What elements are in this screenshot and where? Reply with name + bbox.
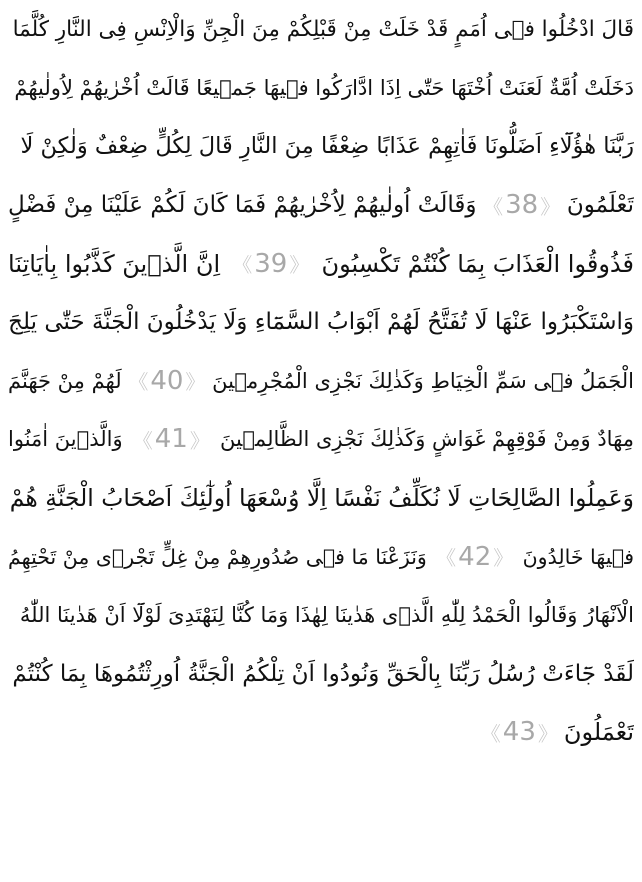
text-line <box>8 527 634 586</box>
verse-number: 43 <box>502 717 536 748</box>
verse-text-segment: تَعْلَمُونَ <box>566 192 634 219</box>
verse-marker-close-ornament: 》 <box>189 428 210 453</box>
verse-number-marker <box>483 190 560 220</box>
text-line <box>8 293 634 352</box>
verse-text-segment: لَهُمْ مِنْ جَهَنَّمَ <box>8 368 122 393</box>
verse-text-segment: لَقَدْ جَٓاءَتْ رُسُلُ رَبِّنَا بِالْحَقِّ وَنُودُوا اَنْ تِلْكُمُ الْجَنَّةُ اُورِثْتُمُوهَا بِمَا كُنْتُمْ <box>12 660 634 687</box>
text-line <box>8 703 634 762</box>
verse-number: 42 <box>458 541 492 572</box>
verse-number: 41 <box>154 424 188 455</box>
text-line <box>8 645 634 704</box>
verse-marker-close-ornament: 》 <box>493 546 514 571</box>
verse-text-segment: فٖيهَا خَالِدُونَ <box>522 544 634 569</box>
verse-number-marker <box>436 542 513 572</box>
verse-number: 38 <box>505 190 539 221</box>
verse-text-segment: وَنَزَعْنَا مَا فٖى صُدُورِهِمْ مِنْ غِلٍّ تَجْرٖى مِنْ تَحْتِهِمُ <box>8 544 427 569</box>
text-line <box>8 469 634 528</box>
verse-text-segment: وَاسْتَكْبَرُوا عَنْهَا لَا تُفَتَّحُ لَهُمْ اَبْوَابُ السَّمَٓاءِ وَلَا يَدْخُلُونَ الْجَنَّةَ حَتّٰى يَلِجَ <box>8 309 634 336</box>
verse-marker-open-ornament: 《 <box>128 370 149 395</box>
verse-number: 40 <box>150 365 184 396</box>
text-line <box>8 117 634 176</box>
verse-text-segment: تَعْمَلُونَ <box>563 718 634 747</box>
verse-text-segment: وَقَالَتْ اُولٰيهُمْ لِاُخْرٰيهُمْ فَمَا كَانَ لَكُمْ عَلَيْنَا مِنْ فَضْلٍ <box>8 192 477 219</box>
verse-marker-close-ornament: 》 <box>540 194 561 219</box>
verse-marker-open-ornament: 《 <box>132 428 153 453</box>
text-line <box>8 0 634 59</box>
verse-marker-open-ornament: 《 <box>436 546 457 571</box>
text-line <box>8 176 634 235</box>
verse-number: 39 <box>254 248 288 279</box>
verse-marker-open-ornament: 《 <box>232 253 253 278</box>
verse-number-marker <box>481 717 558 747</box>
verse-text-segment: فَذُوقُوا الْعَذَابَ بِمَا كُنْتُمْ تَكْسِبُونَ <box>321 249 634 278</box>
verse-text-segment: مِهَادٌ وَمِنْ فَوْقِهِمْ غَوَاشٍ وَكَذٰلِكَ نَجْزِى الظَّالِمٖينَ <box>220 427 634 452</box>
verse-marker-open-ornament: 《 <box>483 194 504 219</box>
verse-text-segment: قَالَ ادْخُلُوا فٖى اُمَمٍ قَدْ خَلَتْ مِنْ قَبْلِكُمْ مِنَ الْجِنِّ وَالْاِنْسِ فِى النَّارِ كُلَّمَا <box>12 16 634 42</box>
text-line <box>8 234 634 293</box>
verse-text-segment: الْاَنْهَارُ وَقَالُوا الْحَمْدُ لِلّٰهِ الَّذٖى هَدٰينَا لِهٰذَا وَمَا كُنَّا لِنَهْتَدِىَ لَوْلَٓا اَنْ هَدٰينَا اللّٰهُ <box>19 603 634 628</box>
verse-number-marker <box>128 366 205 396</box>
text-line <box>8 410 634 469</box>
text-line <box>8 586 634 645</box>
verse-marker-close-ornament: 》 <box>537 721 558 746</box>
verse-marker-close-ornament: 》 <box>185 370 206 395</box>
verse-number-marker <box>232 249 309 279</box>
text-line <box>8 352 634 411</box>
verse-text-segment: الْجَمَلُ فٖى سَمِّ الْخِيَاطِ وَكَذٰلِكَ نَجْزِى الْمُجْرِمٖينَ <box>212 368 634 393</box>
verse-text-segment: دَخَلَتْ اُمَّةٌ لَعَنَتْ اُخْتَهَا حَتّٰى اِذَا ادَّارَكُوا فٖيهَا جَمٖيعًا قَالَتْ اُخْرٰيهُمْ لِاُولٰيهُمْ <box>14 75 634 100</box>
verse-text-segment: وَعَمِلُوا الصَّالِحَاتِ لَا نُكَلِّفُ نَفْسًا اِلَّا وُسْعَهَا اُولٰٓئِكَ اَصْحَابُ الْجَنَّةِ هُمْ <box>9 484 634 513</box>
verse-text-block <box>8 0 634 762</box>
verse-marker-open-ornament: 《 <box>480 721 501 746</box>
verse-number-marker <box>133 424 210 454</box>
verse-text-segment: وَالَّذٖينَ اٰمَنُوا <box>8 427 123 452</box>
text-line <box>8 59 634 118</box>
verse-marker-close-ornament: 》 <box>289 253 310 278</box>
verse-text-segment: اِنَّ الَّذٖينَ كَذَّبُوا بِاٰيَاتِنَا <box>8 249 221 278</box>
verse-text-segment: رَبَّنَا هٰؤُلَٓاءِ اَضَلُّونَا فَاٰتِهِمْ عَذَابًا ضِعْفًا مِنَ النَّارِ قَالَ لِكُلٍّ ضِعْفٌ وَلٰكِنْ لَا <box>20 133 634 160</box>
